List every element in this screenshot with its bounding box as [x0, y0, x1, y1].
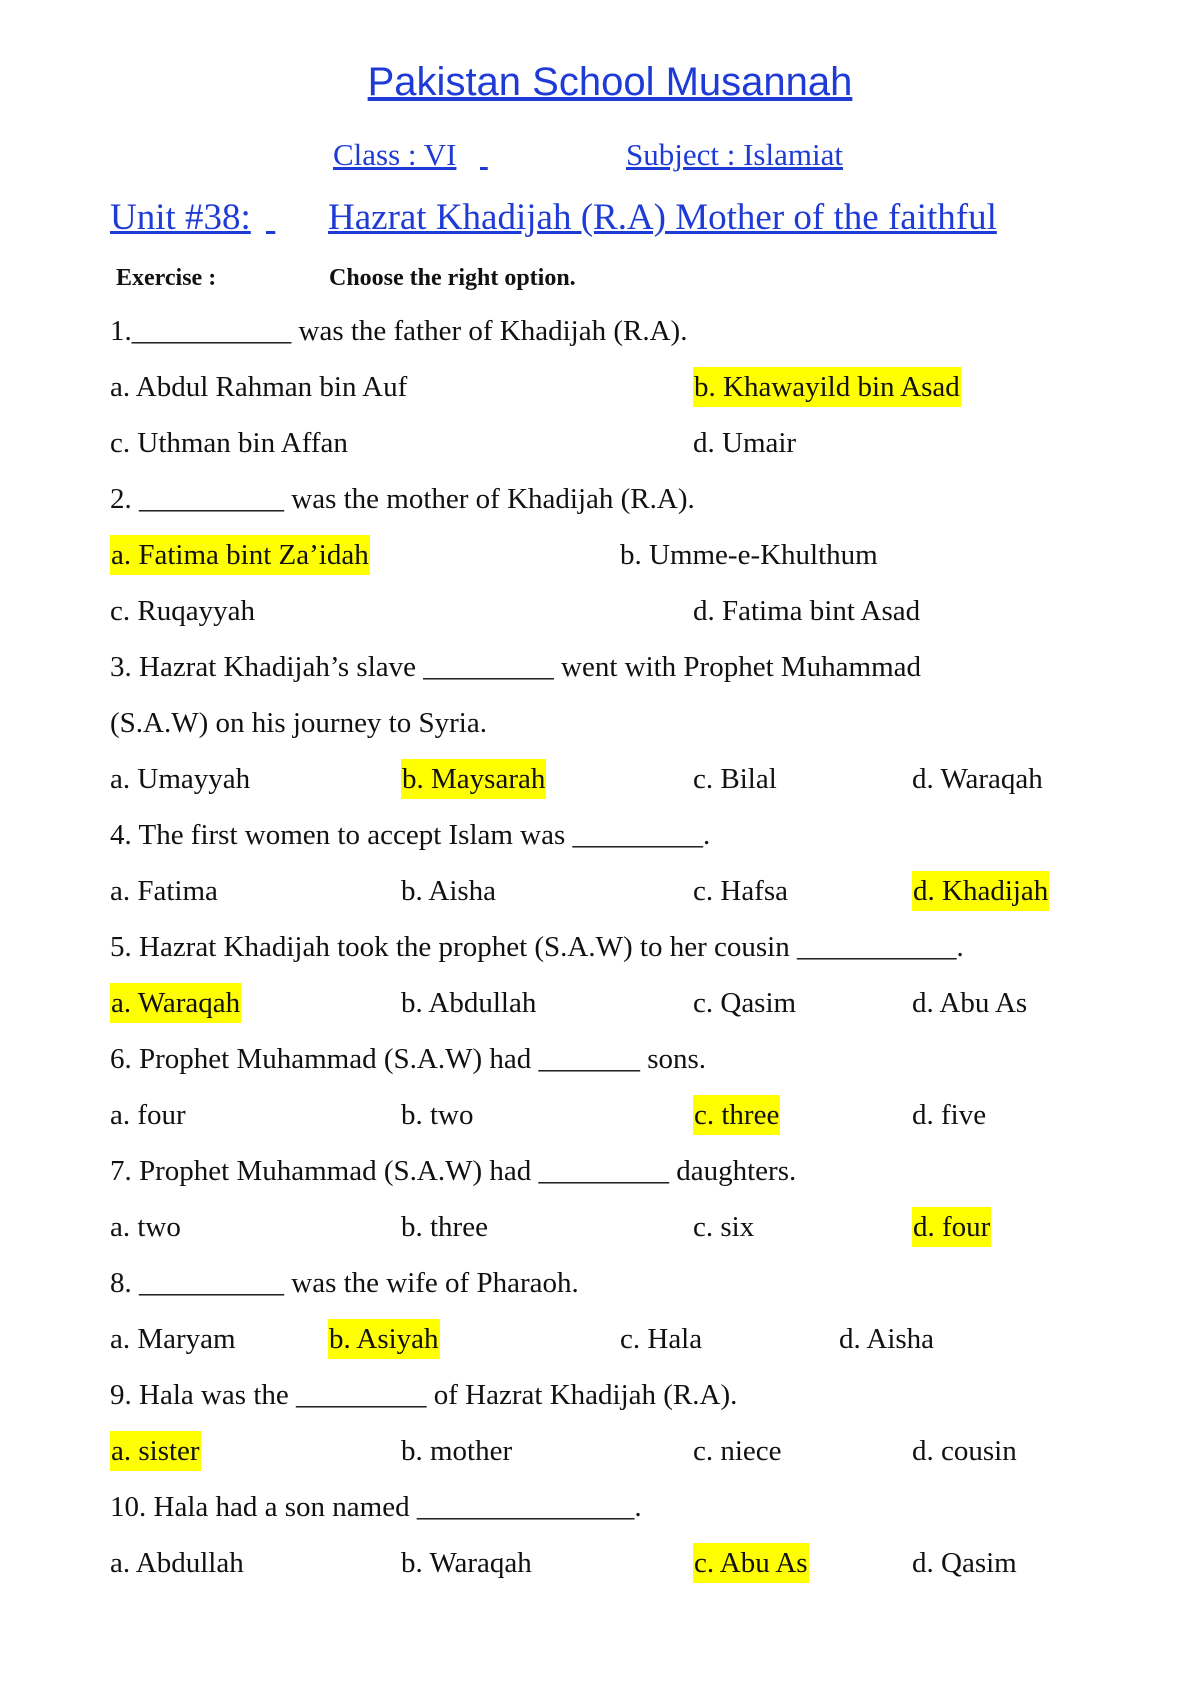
q8-option-a: a. Maryam: [110, 1323, 236, 1355]
q10-option-b: b. Waraqah: [401, 1547, 532, 1579]
q7-option-d: d. four: [912, 1207, 991, 1247]
question-2: 2. __________ was the mother of Khadijah (R.A).: [110, 483, 695, 515]
q10-option-d: d. Qasim: [912, 1547, 1017, 1579]
q6-option-a: a. four: [110, 1099, 186, 1131]
q1-option-b: b. Khawayild bin Asad: [693, 367, 961, 407]
q8-option-c: c. Hala: [620, 1323, 703, 1355]
q3-option-d: d. Waraqah: [912, 763, 1043, 795]
q4-option-a: a. Fatima: [110, 875, 218, 907]
question-1: 1.___________ was the father of Khadijah (R.A).: [110, 315, 688, 347]
q6-option-d: d. five: [912, 1099, 987, 1131]
q5-option-d: d. Abu As: [912, 987, 1028, 1019]
question-7: 7. Prophet Muhammad (S.A.W) had _________ daughters.: [110, 1155, 797, 1187]
q8-option-b: b. Asiyah: [328, 1319, 440, 1359]
question-6: 6. Prophet Muhammad (S.A.W) had _______ sons.: [110, 1043, 707, 1075]
q7-option-b: b. three: [401, 1211, 488, 1243]
q2-option-a: a. Fatima bint Za’idah: [110, 535, 370, 575]
q6-option-c: c. three: [693, 1095, 780, 1135]
q7-option-c: c. six: [693, 1211, 755, 1243]
school-title: Pakistan School Musannah: [367, 60, 853, 104]
q1-option-d: d. Umair: [693, 427, 797, 459]
class-subject-gap: [480, 137, 626, 173]
exercise-instruction: Choose the right option.: [329, 265, 576, 291]
q7-option-a: a. two: [110, 1211, 181, 1243]
question-5: 5. Hazrat Khadijah took the prophet (S.A.W) to her cousin ___________.: [110, 931, 964, 963]
q4-option-c: c. Hafsa: [693, 875, 789, 907]
q9-option-d: d. cousin: [912, 1435, 1017, 1467]
q6-option-b: b. two: [401, 1099, 474, 1131]
question-4: 4. The first women to accept Islam was _________.: [110, 819, 711, 851]
question-8: 8. __________ was the wife of Pharaoh.: [110, 1267, 579, 1299]
q1-option-c: c. Uthman bin Affan: [110, 427, 348, 459]
q2-option-d: d. Fatima bint Asad: [693, 595, 921, 627]
q10-option-c: c. Abu As: [693, 1543, 809, 1583]
q4-option-b: b. Aisha: [401, 875, 497, 907]
question-9: 9. Hala was the _________ of Hazrat Khadijah (R.A).: [110, 1379, 738, 1411]
q2-option-c: c. Ruqayyah: [110, 595, 255, 627]
q9-option-b: b. mother: [401, 1435, 513, 1467]
unit-gap: [266, 196, 328, 240]
subject-label: Subject : Islamiat: [626, 137, 843, 172]
q4-option-d: d. Khadijah: [912, 871, 1049, 911]
q3-option-c: c. Bilal: [693, 763, 777, 795]
q10-option-a: a. Abdullah: [110, 1547, 244, 1579]
q5-option-b: b. Abdullah: [401, 987, 537, 1019]
q5-option-a: a. Waraqah: [110, 983, 241, 1023]
unit-label: Unit #38:: [110, 197, 251, 238]
q3-option-b: b. Maysarah: [401, 759, 546, 799]
question-3-continued: (S.A.W) on his journey to Syria.: [110, 707, 487, 739]
question-10: 10. Hala had a son named _______________.: [110, 1491, 642, 1523]
q8-option-d: d. Aisha: [839, 1323, 935, 1355]
class-label: Class : VI: [333, 137, 457, 172]
unit-title: Hazrat Khadijah (R.A) Mother of the faithful: [328, 197, 997, 238]
q9-option-c: c. niece: [693, 1435, 782, 1467]
q1-option-a: a. Abdul Rahman bin Auf: [110, 371, 408, 403]
question-3: 3. Hazrat Khadijah’s slave _________ went with Prophet Muhammad: [110, 651, 922, 683]
q5-option-c: c. Qasim: [693, 987, 797, 1019]
q3-option-a: a. Umayyah: [110, 763, 251, 795]
q9-option-a: a. sister: [110, 1431, 201, 1471]
exercise-label: Exercise :: [116, 265, 217, 291]
q2-option-b: b. Umme-e-Khulthum: [620, 539, 878, 571]
